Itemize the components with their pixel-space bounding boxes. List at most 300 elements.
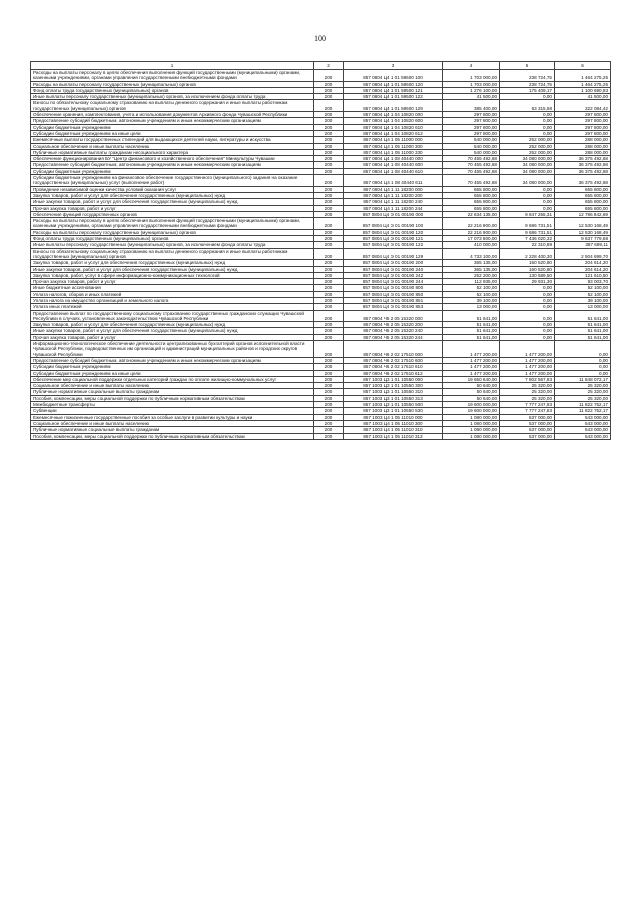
approved-amount: 1 080 000,00 xyxy=(443,414,500,420)
budget-classification-code: 857 0804 Ц4 1 11 18200 240 xyxy=(344,199,443,205)
executed-amount: 0,00 xyxy=(500,205,555,211)
unexecuted-amount: 121 610,50 xyxy=(555,272,611,278)
budget-classification-code: 857 0804 Ц4 Э 01 00190 121 xyxy=(344,236,443,242)
unexecuted-amount: 52 100,00 xyxy=(555,291,611,297)
line-code: 200 xyxy=(314,322,344,328)
budget-classification-code: 857 0804 Ц4 Э 01 00190 850 xyxy=(344,291,443,297)
approved-amount: 19 600 000,00 xyxy=(443,402,500,408)
line-code: 200 xyxy=(314,236,344,242)
approved-amount: 1 477 200,00 xyxy=(443,341,500,358)
approved-amount: 22 634 135,00 xyxy=(443,211,500,217)
approved-amount: 297 800,00 xyxy=(443,112,500,118)
approved-amount: 41 500,00 xyxy=(443,94,500,100)
approved-amount: 22 216 900,00 xyxy=(443,218,500,230)
budget-classification-code: 857 0804 Ц4 Э 01 00190 129 xyxy=(344,248,443,260)
line-code: 200 xyxy=(314,272,344,278)
approved-amount: 655 800,00 xyxy=(443,205,500,211)
approved-amount: 1 080 000,00 xyxy=(443,420,500,426)
unexecuted-amount: 1 100 690,83 xyxy=(555,87,611,93)
budget-classification-code: 857 0804 Ц4 Э 01 00190 244 xyxy=(344,279,443,285)
executed-amount: 34 080 000,00 xyxy=(500,156,555,162)
approved-amount: 365 135,00 xyxy=(443,260,500,266)
budget-classification-code: 857 0804 Ц4 Э 01 00190 851 xyxy=(344,297,443,303)
line-item-name: Ежемесячные выплаты государственных стипендий для выдающихся деятелей науки, литературы и искусства xyxy=(31,137,314,143)
unexecuted-amount: 322 084,42 xyxy=(555,100,611,112)
executed-amount: 252 000,00 xyxy=(500,137,555,143)
approved-amount: 112 935,00 xyxy=(443,279,500,285)
line-code: 200 xyxy=(314,229,344,235)
approved-amount: 1 477 200,00 xyxy=(443,364,500,370)
column-number-header: 5 xyxy=(500,62,555,70)
approved-amount: 410 000,00 xyxy=(443,242,500,248)
unexecuted-amount: 36 375 492,68 xyxy=(555,168,611,174)
line-item-name: Закупка товаров, работ и услуг для обеспечения государственных (муниципальных) нужд xyxy=(31,260,314,266)
approved-amount: 52 100,00 xyxy=(443,291,500,297)
line-code: 200 xyxy=(314,112,344,118)
line-item-name: Фонд оплаты труда государственных (муниципальных) органов xyxy=(31,87,314,93)
executed-amount: 0,00 xyxy=(500,94,555,100)
executed-amount: 7 802 567,83 xyxy=(500,376,555,382)
line-code: 200 xyxy=(314,192,344,198)
line-item-name: Предоставление субсидий бюджетным, автономным учреждениям и иным некоммерческим организациям xyxy=(31,162,314,168)
executed-amount: 238 724,75 xyxy=(500,70,555,82)
executed-amount: 7 777 247,83 xyxy=(500,408,555,414)
unexecuted-amount: 36 375 492,68 xyxy=(555,156,611,162)
unexecuted-amount: 12 786 842,69 xyxy=(555,211,611,217)
line-item-name: Иные закупки товаров, работ и услуг для обеспечения государственных (муниципальных) нужд xyxy=(31,199,314,205)
budget-classification-code: 857 0804 Ч6 2 02 17510 610 xyxy=(344,364,443,370)
budget-classification-code: 857 0804 Ц4 1 08 40440 611 xyxy=(344,175,443,187)
executed-amount: 537 000,00 xyxy=(500,414,555,420)
approved-amount: 655 800,00 xyxy=(443,199,500,205)
approved-amount: 51 641,00 xyxy=(443,328,500,334)
budget-classification-code: 857 0804 Ц4 1 01 59500 122 xyxy=(344,94,443,100)
line-code: 200 xyxy=(314,420,344,426)
line-code: 200 xyxy=(314,266,344,272)
line-item-name: Расходы на выплаты персоналу государственных (муниципальных) органов xyxy=(31,81,314,87)
unexecuted-amount: 51 641,00 xyxy=(555,328,611,334)
line-code: 200 xyxy=(314,211,344,217)
column-number-header: 2 xyxy=(314,62,344,70)
unexecuted-amount: 36 375 492,68 xyxy=(555,162,611,168)
line-code: 200 xyxy=(314,70,344,82)
line-code: 200 xyxy=(314,248,344,260)
line-item-name: Уплата налогов, сборов и иных платежей xyxy=(31,291,314,297)
line-item-name: Субсидии бюджетным учреждениям на иные цели xyxy=(31,370,314,376)
approved-amount: 365 135,00 xyxy=(443,266,500,272)
unexecuted-amount: 297 800,00 xyxy=(555,124,611,130)
budget-classification-code: 857 0804 Ц4 1 01 59500 121 xyxy=(344,87,443,93)
executed-amount: 0,00 xyxy=(500,118,555,124)
executed-amount: 1 477 200,00 xyxy=(500,357,555,363)
executed-amount: 0,00 xyxy=(500,285,555,291)
line-code: 200 xyxy=(314,149,344,155)
line-code: 200 xyxy=(314,118,344,124)
unexecuted-amount: 9 637 779,68 xyxy=(555,236,611,242)
unexecuted-amount: 51 641,00 xyxy=(555,310,611,322)
line-item-name: Публичные нормативные социальные выплаты гражданам xyxy=(31,389,314,395)
unexecuted-amount: 297 800,00 xyxy=(555,130,611,136)
line-code: 200 xyxy=(314,310,344,322)
line-item-name: Прочая закупка товаров, работ и услуг xyxy=(31,279,314,285)
table-row xyxy=(31,218,611,230)
unexecuted-amount: 288 000,00 xyxy=(555,143,611,149)
approved-amount: 19 650 640,00 xyxy=(443,376,500,382)
budget-classification-code: 857 0804 Ц4 1 01 59500 100 xyxy=(344,70,443,82)
unexecuted-amount: 387 689,11 xyxy=(555,242,611,248)
approved-amount: 4 733 100,00 xyxy=(443,248,500,260)
approved-amount: 297 800,00 xyxy=(443,124,500,130)
executed-amount: 160 520,80 xyxy=(500,260,555,266)
executed-amount: 9 847 255,31 xyxy=(500,211,555,217)
budget-classification-code: 857 1003 Ц4 1 05 11010 313 xyxy=(344,433,443,439)
budget-classification-code: 857 0804 Ц4 Э 01 00190 242 xyxy=(344,272,443,278)
budget-classification-code: 857 1003 Ц4 1 05 11010 300 xyxy=(344,420,443,426)
line-code: 200 xyxy=(314,199,344,205)
budget-classification-code: 857 0804 Ч5 2 05 15320 244 xyxy=(344,334,443,340)
budget-classification-code: 857 0804 Ц4 1 04 10820 610 xyxy=(344,124,443,130)
budget-classification-code: 857 0804 Ц4 Э 01 00190 853 xyxy=(344,304,443,310)
unexecuted-amount: 288 000,00 xyxy=(555,149,611,155)
executed-amount: 238 724,75 xyxy=(500,81,555,87)
executed-amount: 0,00 xyxy=(500,334,555,340)
unexecuted-amount: 11 822 752,17 xyxy=(555,402,611,408)
line-code: 200 xyxy=(314,186,344,192)
executed-amount: 34 080 000,00 xyxy=(500,175,555,187)
budget-classification-code: 857 0804 Ц4 1 11 18200 000 xyxy=(344,186,443,192)
column-number-header: 4 xyxy=(443,62,500,70)
unexecuted-amount: 83 003,70 xyxy=(555,279,611,285)
column-number-header: 1 xyxy=(31,62,314,70)
unexecuted-amount: 12 530 168,49 xyxy=(555,218,611,230)
line-code: 200 xyxy=(314,137,344,143)
approved-amount: 1 703 000,00 xyxy=(443,70,500,82)
budget-classification-code: 857 0804 Ц4 Э 01 00190 240 xyxy=(344,266,443,272)
unexecuted-amount: 655 800,00 xyxy=(555,205,611,211)
executed-amount: 2 228 400,30 xyxy=(500,248,555,260)
budget-classification-code: 857 1003 Ц3 1 01 10550 313 xyxy=(344,395,443,401)
line-item-name: Социальное обеспечение и иные выплаты населению xyxy=(31,420,314,426)
approved-amount: 1 080 000,00 xyxy=(443,427,500,433)
executed-amount: 22 310,89 xyxy=(500,242,555,248)
unexecuted-amount: 39 100,00 xyxy=(555,297,611,303)
approved-amount: 252 200,00 xyxy=(443,272,500,278)
budget-classification-code: 857 1003 Ц3 1 01 10550 500 xyxy=(344,402,443,408)
line-code: 200 xyxy=(314,285,344,291)
line-code: 200 xyxy=(314,218,344,230)
budget-classification-code: 857 0804 Ц4 1 08 40440 610 xyxy=(344,168,443,174)
line-code: 200 xyxy=(314,414,344,420)
unexecuted-amount: 204 614,20 xyxy=(555,266,611,272)
unexecuted-amount: 543 000,00 xyxy=(555,433,611,439)
budget-classification-code: 857 0804 Ц4 1 08 40440 600 xyxy=(344,162,443,168)
budget-classification-code: 857 0804 Ц4 1 01 59500 129 xyxy=(344,100,443,112)
budget-classification-code: 857 0804 Ц4 1 04 10820 000 xyxy=(344,112,443,118)
budget-classification-code: 857 1003 Ц4 1 05 11010 310 xyxy=(344,427,443,433)
line-item-name: Пособия, компенсации, меры социальной поддержки по публичным нормативным обязательствам xyxy=(31,433,314,439)
line-code: 200 xyxy=(314,297,344,303)
executed-amount: 130 589,50 xyxy=(500,272,555,278)
line-item-name: Иные выплаты персоналу государственных (муниципальных) органов, за исключением фонда оплаты труда xyxy=(31,94,314,100)
line-item-name: Прочая закупка товаров, работ и услуг xyxy=(31,334,314,340)
approved-amount: 540 000,00 xyxy=(443,149,500,155)
line-code: 200 xyxy=(314,376,344,382)
executed-amount: 0,00 xyxy=(500,328,555,334)
unexecuted-amount: 0,00 xyxy=(555,357,611,363)
line-code: 200 xyxy=(314,304,344,310)
approved-amount: 50 640,00 xyxy=(443,389,500,395)
executed-amount: 34 080 000,00 xyxy=(500,168,555,174)
line-code: 200 xyxy=(314,408,344,414)
budget-classification-code: 857 0804 Ч5 2 05 15320 000 xyxy=(344,310,443,322)
line-code: 200 xyxy=(314,427,344,433)
table-row xyxy=(31,433,611,439)
line-code: 200 xyxy=(314,260,344,266)
line-code: 200 xyxy=(314,383,344,389)
executed-amount: 0,00 xyxy=(500,322,555,328)
executed-amount: 9 686 731,51 xyxy=(500,229,555,235)
line-item-name: Информационно-технологическое обеспечение деятельности централизованных бухгалтерий органов исполнительной власти Чувашской Республики, подведомственных им организаций и администраций муниципальных районов и городских округов Чувашской Республики xyxy=(31,341,314,358)
line-code: 200 xyxy=(314,364,344,370)
executed-amount: 34 080 000,00 xyxy=(500,162,555,168)
budget-classification-code: 857 0804 Ц4 Э 01 00190 800 xyxy=(344,285,443,291)
unexecuted-amount: 204 614,20 xyxy=(555,260,611,266)
table-row xyxy=(31,175,611,187)
approved-amount: 540 000,00 xyxy=(443,137,500,143)
unexecuted-amount: 655 800,00 xyxy=(555,192,611,198)
unexecuted-amount: 297 800,00 xyxy=(555,112,611,118)
unexecuted-amount: 0,00 xyxy=(555,370,611,376)
line-item-name: Иные закупки товаров, работ и услуг для обеспечения государственных (муниципальных) нужд xyxy=(31,266,314,272)
executed-amount: 1 477 200,00 xyxy=(500,341,555,358)
budget-classification-code: 857 1003 Ц3 1 01 10550 530 xyxy=(344,408,443,414)
line-item-name: Проведение независимой оценки качества условий оказания услуг xyxy=(31,186,314,192)
executed-amount: 63 315,58 xyxy=(500,100,555,112)
executed-amount: 7 436 020,32 xyxy=(500,236,555,242)
executed-amount: 9 686 731,51 xyxy=(500,218,555,230)
line-item-name: Иные бюджетные ассигнования xyxy=(31,285,314,291)
budget-classification-code: 857 0804 Ц4 Э 01 00190 000 xyxy=(344,211,443,217)
approved-amount: 1 703 000,00 xyxy=(443,81,500,87)
line-item-name: Расходы на выплаты персоналу в целях обеспечения выполнения функций государственными (муниципальными) органами, казенными учреждениями, органами управления государственными внебюджетными фондами xyxy=(31,70,314,82)
budget-classification-code: 857 1003 Ц3 1 01 10550 310 xyxy=(344,389,443,395)
line-code: 200 xyxy=(314,94,344,100)
line-code: 200 xyxy=(314,291,344,297)
approved-amount: 70 455 492,68 xyxy=(443,168,500,174)
line-item-name: Закупка товаров, работ и услуг для обеспечения государственных (муниципальных) нужд xyxy=(31,192,314,198)
line-item-name: Прочая закупка товаров, работ и услуг xyxy=(31,205,314,211)
line-code: 200 xyxy=(314,87,344,93)
executed-amount: 0,00 xyxy=(500,112,555,118)
line-code: 200 xyxy=(314,279,344,285)
budget-classification-code: 857 0804 Ц4 Э 01 00190 200 xyxy=(344,260,443,266)
line-item-name: Предоставление выплат по государственному социальному страхованию государственных гражданских служащих Чувашской Республики в случаях, установленных законодательством Чувашской Республики xyxy=(31,310,314,322)
budget-classification-code: 857 0804 Ц4 1 05 11000 300 xyxy=(344,143,443,149)
line-code: 200 xyxy=(314,370,344,376)
line-item-name: Обеспечение мер социальной поддержки отдельных категорий граждан по оплате жилищно-коммунальных услуг xyxy=(31,376,314,382)
line-item-name: Предоставление субсидий бюджетным, автономным учреждениям и иным некоммерческим организациям xyxy=(31,118,314,124)
line-code: 200 xyxy=(314,242,344,248)
executed-amount: 252 000,00 xyxy=(500,149,555,155)
line-code: 200 xyxy=(314,168,344,174)
budget-classification-code: 857 0804 Ц4 1 11 18200 244 xyxy=(344,205,443,211)
unexecuted-amount: 11 848 072,17 xyxy=(555,376,611,382)
line-item-name: Субсидии бюджетным учреждениям на иные цели xyxy=(31,130,314,136)
approved-amount: 17 073 800,00 xyxy=(443,236,500,242)
executed-amount: 7 777 247,83 xyxy=(500,402,555,408)
line-item-name: Взносы по обязательному социальному страхованию на выплаты денежного содержания и иные выплаты работникам государственных (муниципальных) органов xyxy=(31,248,314,260)
line-item-name: Иные выплаты персоналу государственных (муниципальных) органов, за исключением фонда оплаты труда xyxy=(31,242,314,248)
unexecuted-amount: 655 800,00 xyxy=(555,199,611,205)
budget-classification-code: 857 0804 Ч6 2 02 17510 600 xyxy=(344,357,443,363)
page-number: 100 xyxy=(314,34,326,43)
approved-amount: 1 477 200,00 xyxy=(443,370,500,376)
approved-amount: 51 641,00 xyxy=(443,310,500,322)
table-row xyxy=(31,100,611,112)
approved-amount: 50 640,00 xyxy=(443,383,500,389)
executed-amount: 25 320,00 xyxy=(500,383,555,389)
line-code: 200 xyxy=(314,205,344,211)
budget-classification-code: 857 0804 Ц4 Э 01 00190 120 xyxy=(344,229,443,235)
line-item-name: Социальное обеспечение и иные выплаты населению xyxy=(31,143,314,149)
line-code: 200 xyxy=(314,357,344,363)
line-item-name: Предоставление субсидий бюджетным, автономным учреждениям и иным некоммерческим организациям xyxy=(31,357,314,363)
line-code: 200 xyxy=(314,81,344,87)
line-item-name: Уплата иных платежей xyxy=(31,304,314,310)
line-code: 200 xyxy=(314,402,344,408)
line-item-name: Публичные нормативные выплаты гражданам несоциального характера xyxy=(31,149,314,155)
executed-amount: 0,00 xyxy=(500,124,555,130)
approved-amount: 13 000,00 xyxy=(443,304,500,310)
line-code: 200 xyxy=(314,433,344,439)
unexecuted-amount: 51 641,00 xyxy=(555,334,611,340)
line-code: 200 xyxy=(314,328,344,334)
unexecuted-amount: 655 800,00 xyxy=(555,186,611,192)
executed-amount: 160 520,80 xyxy=(500,266,555,272)
line-item-name: Расходы на выплаты персоналу государственных (муниципальных) органов xyxy=(31,229,314,235)
executed-amount: 0,00 xyxy=(500,297,555,303)
line-item-name: Субсидии бюджетным учреждениям на финансовое обеспечение государственного (муниципального) задания на оказание государственных (муниципальных) услуг (выполнение работ) xyxy=(31,175,314,187)
budget-classification-code: 857 0804 Ц4 1 05 11000 330 xyxy=(344,149,443,155)
budget-classification-code: 857 0804 Ц4 1 01 59500 120 xyxy=(344,81,443,87)
budget-classification-code: 857 0804 Ч5 2 05 15320 200 xyxy=(344,322,443,328)
budget-classification-code: 857 1003 Ц4 1 05 11010 000 xyxy=(344,414,443,420)
approved-amount: 655 800,00 xyxy=(443,186,500,192)
budget-classification-code: 857 0804 Ч5 2 05 15320 240 xyxy=(344,328,443,334)
approved-amount: 385 400,00 xyxy=(443,100,500,112)
line-item-name: Расходы на выплаты персоналу в целях обеспечения выполнения функций государственными (муниципальными) органами, казенными учреждениями, органами управления государственными внебюджетными фондами xyxy=(31,218,314,230)
executed-amount: 537 000,00 xyxy=(500,427,555,433)
unexecuted-amount: 52 100,00 xyxy=(555,285,611,291)
executed-amount: 1 477 200,00 xyxy=(500,370,555,376)
line-item-name: Обеспечение хранения, комплектования, учета и использования документов Архивного фонда Чувашской Республики xyxy=(31,112,314,118)
line-item-name: Субсидии бюджетным учреждениям xyxy=(31,168,314,174)
approved-amount: 70 455 492,68 xyxy=(443,175,500,187)
executed-amount: 0,00 xyxy=(500,291,555,297)
line-item-name: Уплата налога на имущество организаций и земельного налога xyxy=(31,297,314,303)
budget-classification-code: 857 0804 Ц4 1 05 11000 000 xyxy=(344,137,443,143)
approved-amount: 1 477 200,00 xyxy=(443,357,500,363)
executed-amount: 0,00 xyxy=(500,186,555,192)
executed-amount: 252 000,00 xyxy=(500,143,555,149)
executed-amount: 0,00 xyxy=(500,192,555,198)
approved-amount: 70 455 492,68 xyxy=(443,162,500,168)
unexecuted-amount: 543 000,00 xyxy=(555,420,611,426)
unexecuted-amount: 0,00 xyxy=(555,341,611,358)
line-item-name: Публичные нормативные социальные выплаты гражданам xyxy=(31,427,314,433)
budget-classification-code: 857 0804 Ч6 2 02 17510 612 xyxy=(344,370,443,376)
unexecuted-amount: 0,00 xyxy=(555,364,611,370)
approved-amount: 297 800,00 xyxy=(443,130,500,136)
line-item-name: Взносы по обязательному социальному страхованию на выплаты денежного содержания и иные выплаты работникам государственных (муниципальных) органов xyxy=(31,100,314,112)
table-row xyxy=(31,310,611,322)
line-item-name: Фонд оплаты труда государственных (муниципальных) органов xyxy=(31,236,314,242)
line-item-name: Иные закупки товаров, работ и услуг для обеспечения государственных (муниципальных) нужд xyxy=(31,328,314,334)
unexecuted-amount: 12 530 168,49 xyxy=(555,229,611,235)
line-item-name: Межбюджетные трансферты xyxy=(31,402,314,408)
budget-classification-code: 857 0804 Ц4 1 11 18200 200 xyxy=(344,192,443,198)
line-code: 200 xyxy=(314,175,344,187)
line-code: 200 xyxy=(314,156,344,162)
approved-amount: 540 000,00 xyxy=(443,143,500,149)
budget-execution-table xyxy=(30,61,611,440)
approved-amount: 39 100,00 xyxy=(443,297,500,303)
unexecuted-amount: 1 464 275,25 xyxy=(555,81,611,87)
executed-amount: 0,00 xyxy=(500,130,555,136)
budget-classification-code: 857 0804 Ц4 1 04 10820 600 xyxy=(344,118,443,124)
column-number-row xyxy=(31,62,611,70)
column-number-header: 6 xyxy=(555,62,611,70)
unexecuted-amount: 13 000,00 xyxy=(555,304,611,310)
budget-classification-code: 857 1003 Ц3 1 01 10550 300 xyxy=(344,383,443,389)
executed-amount: 25 320,00 xyxy=(500,395,555,401)
budget-classification-code: 857 0804 Ц4 Э 01 00190 122 xyxy=(344,242,443,248)
line-code: 200 xyxy=(314,162,344,168)
line-item-name: Закупка товаров, работ и услуг для обеспечения государственных (муниципальных) нужд xyxy=(31,322,314,328)
approved-amount: 51 641,00 xyxy=(443,334,500,340)
executed-amount: 0,00 xyxy=(500,199,555,205)
line-item-name: Социальное обеспечение и иные выплаты населению xyxy=(31,383,314,389)
budget-classification-code: 857 1003 Ц3 1 01 10550 000 xyxy=(344,376,443,382)
budget-classification-code: 857 0804 Ч6 2 02 17510 000 xyxy=(344,341,443,358)
executed-amount: 0,00 xyxy=(500,310,555,322)
line-item-name: Субсидии бюджетным учреждениям xyxy=(31,124,314,130)
unexecuted-amount: 543 000,00 xyxy=(555,414,611,420)
line-code: 200 xyxy=(314,395,344,401)
unexecuted-amount: 36 375 492,68 xyxy=(555,175,611,187)
approved-amount: 22 216 900,00 xyxy=(443,229,500,235)
executed-amount: 537 000,00 xyxy=(500,420,555,426)
unexecuted-amount: 11 822 752,17 xyxy=(555,408,611,414)
column-number-header: 3 xyxy=(344,62,443,70)
approved-amount: 51 641,00 xyxy=(443,322,500,328)
unexecuted-amount: 25 320,00 xyxy=(555,395,611,401)
line-code: 200 xyxy=(314,341,344,358)
line-item-name: Обеспечение функций государственных органов xyxy=(31,211,314,217)
unexecuted-amount: 2 504 699,70 xyxy=(555,248,611,260)
unexecuted-amount: 41 500,00 xyxy=(555,94,611,100)
approved-amount: 1 276 100,00 xyxy=(443,87,500,93)
table-row xyxy=(31,248,611,260)
approved-amount: 1 080 000,00 xyxy=(443,433,500,439)
approved-amount: 19 600 000,00 xyxy=(443,408,500,414)
unexecuted-amount: 543 000,00 xyxy=(555,427,611,433)
budget-classification-code: 857 0804 Ц4 Э 01 00190 100 xyxy=(344,218,443,230)
executed-amount: 0,00 xyxy=(500,304,555,310)
line-item-name: Пособия, компенсации, меры социальной поддержки по публичным нормативным обязательствам xyxy=(31,395,314,401)
table-row xyxy=(31,341,611,358)
approved-amount: 52 100,00 xyxy=(443,285,500,291)
